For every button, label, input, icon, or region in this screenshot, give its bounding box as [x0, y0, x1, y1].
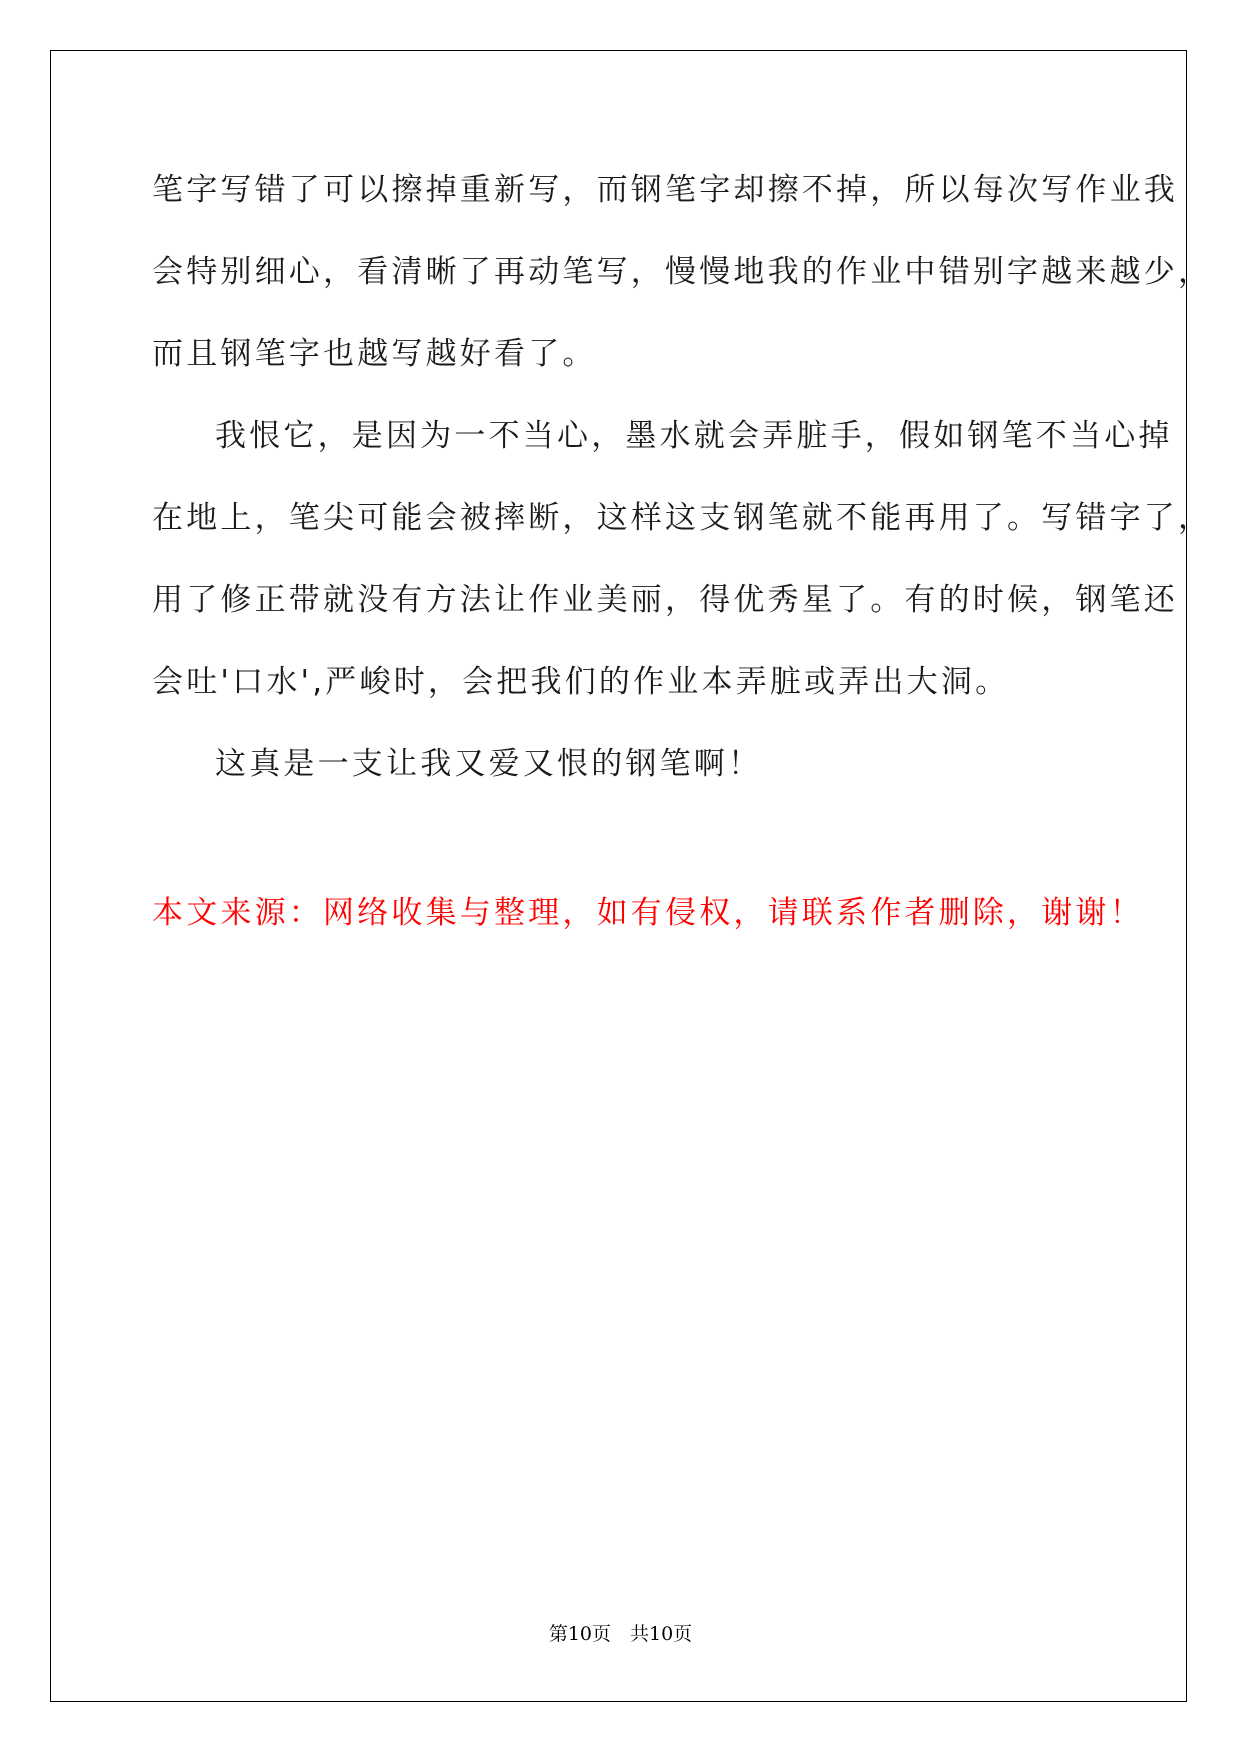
page-border [50, 50, 1187, 1702]
paragraph-line: 我恨它，是因为一不当心，墨水就会弄脏手，假如钢笔不当心掉 [215, 418, 1173, 454]
source-note: 本文来源：网络收集与整理，如有侵权，请联系作者删除，谢谢！ [152, 895, 1144, 931]
paragraph-line: 用了修正带就没有方法让作业美丽，得优秀星了。有的时候，钢笔还 [152, 582, 1178, 618]
paragraph-line: 笔字写错了可以擦掉重新写，而钢笔字却擦不掉，所以每次写作业我 [152, 172, 1178, 208]
paragraph-line: 会特别细心，看清晰了再动笔写，慢慢地我的作业中错别字越来越少， [152, 254, 1213, 290]
paragraph-line: 在地上，笔尖可能会被摔断，这样这支钢笔就不能再用了。写错字了， [152, 500, 1213, 536]
paragraph-line: 会吐'口水',严峻时，会把我们的作业本弄脏或弄出大洞。 [152, 664, 1010, 700]
paragraph-line: 而且钢笔字也越写越好看了。 [152, 336, 597, 372]
page-number: 第10页 共10页 [548, 1623, 693, 1645]
paragraph-line: 这真是一支让我又爱又恨的钢笔啊！ [215, 746, 763, 782]
